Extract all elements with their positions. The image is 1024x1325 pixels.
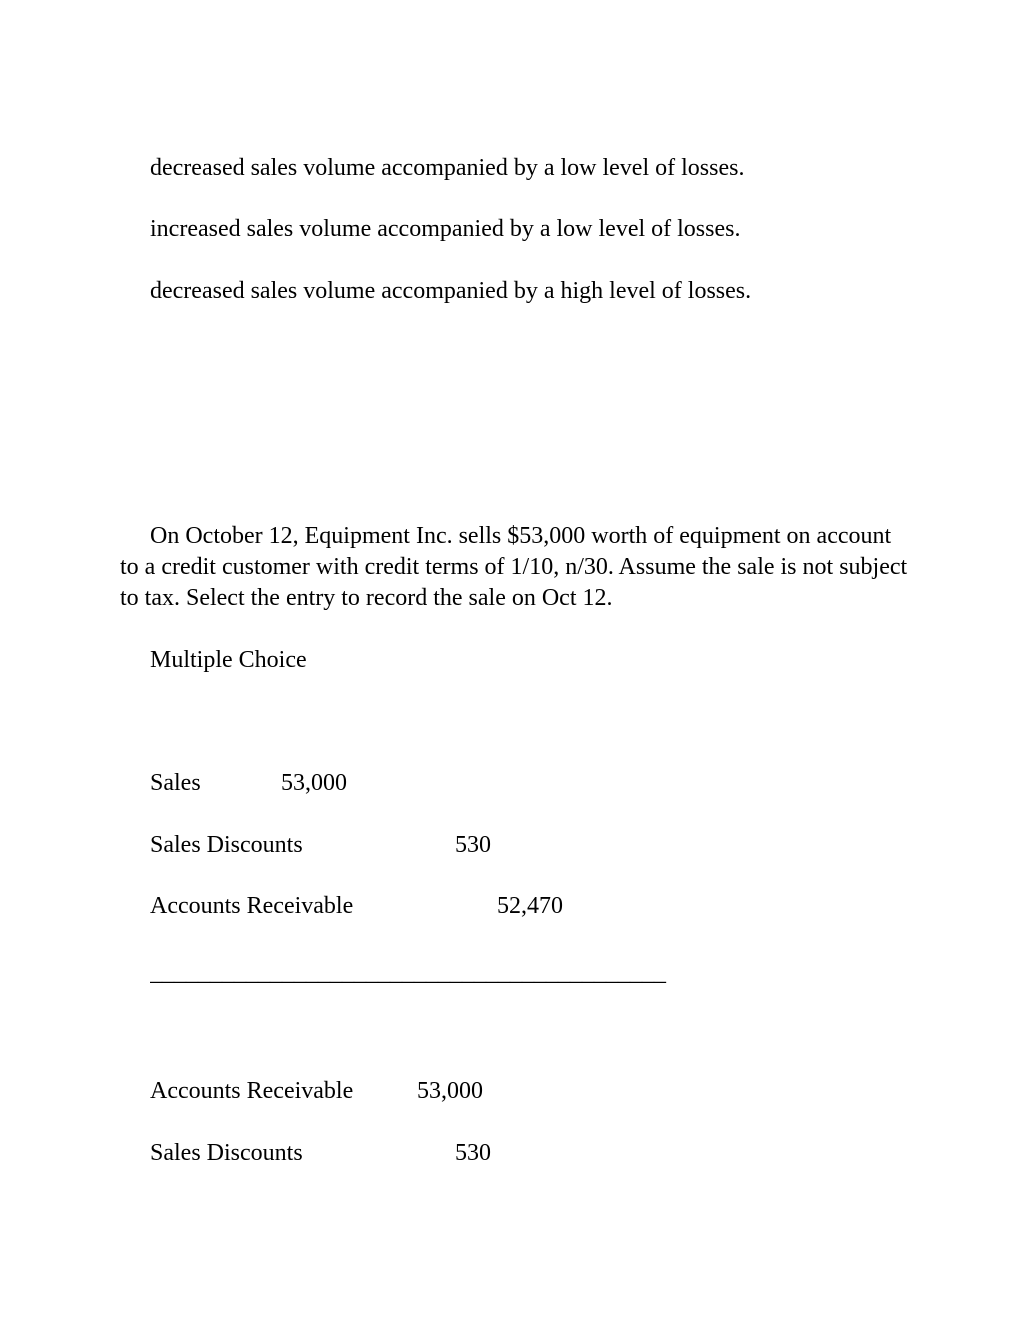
choice-a-amount-sales-discounts: 530 [455,832,491,858]
choice-a-account-sales-discounts: Sales Discounts [150,832,303,858]
choice-a-account-accounts-receivable: Accounts Receivable [150,893,354,919]
choice-a-amount-sales: 53,000 [281,770,347,796]
choice-b-amount-accounts-receivable: 53,000 [417,1078,483,1104]
multiple-choice-label: Multiple Choice [150,647,307,673]
question-text-content: On October 12, Equipment Inc. sells $53,000 worth of equipment on account to a credit customer with credit terms of 1/10, n/30. Assume the sale is not subject to tax. Select the entry to record the sale on Oct 12. [120,523,908,611]
choice-b-amount-sales-discounts: 530 [455,1140,491,1166]
choice-a-amount-accounts-receivable: 52,470 [497,893,563,919]
choice-b-account-sales-discounts: Sales Discounts [150,1140,303,1166]
prev-answer-option-2[interactable]: increased sales volume accompanied by a low level of losses. [150,216,741,242]
prev-answer-option-1[interactable]: decreased sales volume accompanied by a low level of losses. [150,155,745,181]
choice-a-account-sales: Sales [150,770,201,796]
question-text [120,521,910,614]
prev-answer-option-3[interactable]: decreased sales volume accompanied by a high level of losses. [150,278,752,304]
choice-separator: ___________________________________________ [150,960,666,986]
choice-b-account-accounts-receivable: Accounts Receivable [150,1078,354,1104]
